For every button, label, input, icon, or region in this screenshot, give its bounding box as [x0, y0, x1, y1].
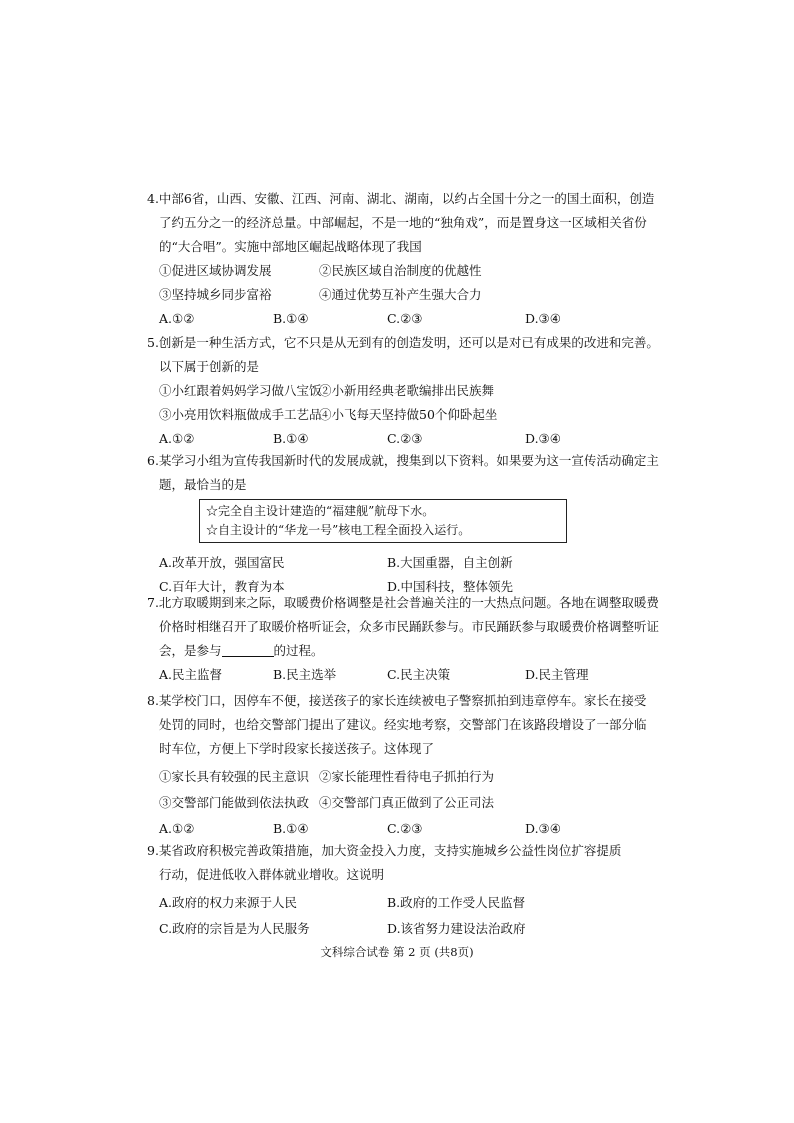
stem-text: 的过程。 [273, 643, 324, 658]
option-d[interactable]: D.③④ [525, 431, 561, 446]
answer-options [147, 891, 612, 915]
statement-row [147, 283, 612, 307]
question-7 [147, 591, 660, 687]
statement-4: ④交警部门真正做到了公正司法 [319, 795, 495, 810]
question-4 [147, 187, 655, 331]
question-stem-line: 处罚的同时，也给交警部门提出了建议。经实地考察，交警部门在该路段增设了一部分临 [159, 717, 647, 732]
material-line: ☆自主设计的“华龙一号”核电工程全面投入运行。 [206, 523, 471, 537]
statement-1: ①小红跟着妈妈学习做八宝饭 [159, 383, 322, 398]
statement-3: ③小亮用饮料瓶做成手工艺品 [159, 407, 322, 422]
answer-options [147, 307, 612, 331]
option-c[interactable]: C.民主决策 [387, 667, 451, 682]
material-box [199, 499, 567, 543]
question-stem-line: 的“大合唱”。实施中部地区崛起战略体现了我国 [159, 239, 422, 254]
option-c[interactable]: C.②③ [387, 431, 423, 446]
statement-2: ②家长能理性看待电子抓拍行为 [319, 769, 495, 784]
option-d[interactable]: D.民主管理 [525, 667, 589, 682]
question-5 [147, 331, 659, 451]
statement-row [147, 403, 612, 427]
option-b[interactable]: B.①④ [273, 311, 309, 326]
statement-3: ③交警部门能做到依法执政 [159, 795, 310, 810]
answer-options [147, 917, 612, 941]
stem-text: 会，是参与 [159, 643, 222, 658]
option-c[interactable]: C.②③ [387, 311, 423, 326]
answer-options [147, 551, 612, 575]
option-a[interactable]: A.政府的权力来源于人民 [159, 895, 298, 910]
option-a[interactable]: A.①② [159, 311, 195, 326]
answer-blank[interactable] [222, 642, 274, 657]
option-c[interactable]: C.②③ [387, 821, 423, 836]
question-stem-line: 了约五分之一的经济总量。中部崛起，不是一地的“独角戏”，而是置身这一区域相关省份 [159, 215, 647, 230]
page-footer: 文科综合试卷 第 2 页 (共8页) [320, 945, 474, 959]
material-line: ☆完全自主设计建造的“福建舰”航母下水。 [206, 504, 435, 518]
option-d[interactable]: D.③④ [525, 821, 561, 836]
option-c[interactable]: C.百年大计，教育为本 [159, 579, 285, 594]
option-b[interactable]: B.大国重器，自主创新 [387, 555, 513, 570]
question-stem-line: 4.中部6省，山西、安徽、江西、河南、湖北、湖南，以约占全国十分之一的国土面积，创造 [147, 191, 655, 206]
question-8 [147, 689, 647, 841]
question-stem-line [147, 639, 612, 663]
statement-1: ①家长具有较强的民主意识 [159, 769, 310, 784]
statement-1: ①促进区域协调发展 [159, 263, 272, 278]
statement-2: ②民族区域自治制度的优越性 [319, 263, 482, 278]
statement-row [147, 791, 612, 815]
answer-options [147, 817, 612, 841]
option-b[interactable]: B.政府的工作受人民监督 [387, 895, 526, 910]
question-stem-line: 5.创新是一种生活方式，它不只是从无到有的创造发明，还可以是对已有成果的改进和完善。 [147, 335, 659, 350]
question-stem-line: 9.某省政府积极完善政策措施，加大资金投入力度，支持实施城乡公益性岗位扩容提质 [147, 843, 622, 858]
question-stem-line: 价格时相继召开了取暖价格听证会，众多市民踊跃参与。市民踊跃参与取暖费价格调整听证 [159, 619, 660, 634]
statement-row [147, 379, 612, 403]
statement-row [147, 765, 612, 789]
question-9 [147, 839, 622, 941]
question-stem-line: 以下属于创新的是 [159, 359, 260, 374]
question-stem-line: 题，最恰当的是 [159, 477, 247, 492]
option-a[interactable]: A.民主监督 [159, 667, 223, 682]
question-stem-line: 6.某学习小组为宣传我国新时代的发展成就，搜集到以下资料。如果要为这一宣传活动确定主 [147, 453, 659, 468]
question-stem-line: 时车位，方便上下学时段家长接送孩子。这体现了 [159, 741, 435, 756]
option-d[interactable]: D.该省努力建设法治政府 [387, 921, 526, 936]
option-c[interactable]: C.政府的宗旨是为人民服务 [159, 921, 310, 936]
statement-3: ③坚持城乡同步富裕 [159, 287, 272, 302]
answer-options [147, 427, 612, 451]
option-a[interactable]: A.改革开放，强国富民 [159, 555, 285, 570]
question-6 [147, 449, 659, 599]
option-b[interactable]: B.①④ [273, 821, 309, 836]
statement-row [147, 259, 612, 283]
statement-4: ④小飞每天坚持做50个仰卧起坐 [319, 407, 498, 422]
option-a[interactable]: A.①② [159, 821, 195, 836]
option-d[interactable]: D.③④ [525, 311, 561, 326]
statement-2: ②小新用经典老歌编排出民族舞 [319, 383, 495, 398]
answer-options [147, 663, 612, 687]
option-b[interactable]: B.①④ [273, 431, 309, 446]
question-stem-line: 7.北方取暖期到来之际，取暖费价格调整是社会普遍关注的一大热点问题。各地在调整取暖费 [147, 595, 659, 610]
statement-4: ④通过优势互补产生强大合力 [319, 287, 482, 302]
option-d[interactable]: D.中国科技，整体领先 [387, 579, 514, 594]
option-b[interactable]: B.民主选举 [273, 667, 337, 682]
question-stem-line: 行动，促进低收入群体就业增收。这说明 [159, 867, 385, 882]
option-a[interactable]: A.①② [159, 431, 195, 446]
question-stem-line: 8.某学校门口，因停车不便，接送孩子的家长连续被电子警察抓拍到违章停车。家长在接受 [147, 693, 647, 708]
